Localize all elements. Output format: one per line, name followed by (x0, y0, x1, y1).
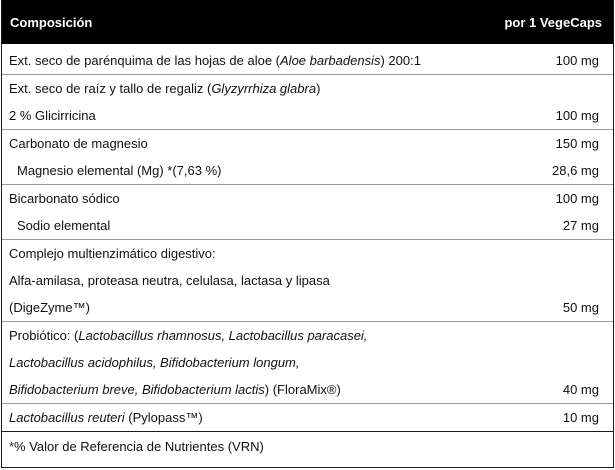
footnote-vrn: *% Valor de Referencia de Nutrientes (VRN) (9, 438, 264, 454)
row-carbonato-value: 150 mg (555, 136, 599, 151)
row-magnesio-value: 28,6 mg (552, 163, 599, 178)
row-probiotico-3-label: Bifidobacterium breve, Bifidobacterium lactis) (FloraMix®) (9, 382, 341, 397)
group-regaliz (2, 74, 613, 129)
row-probiotico-2-label: Lactobacillus acidophilus, Bifidobacterium longum, (9, 355, 300, 370)
composition-table (1, 0, 614, 468)
row-probiotico-2 (2, 349, 613, 376)
row-glicirricina (2, 102, 613, 129)
row-complejo-1 (2, 240, 613, 267)
row-probiotico-3-value: 40 mg (562, 382, 599, 397)
row-aloe (2, 46, 613, 74)
row-footnote (2, 432, 613, 460)
group-complejo (2, 239, 613, 321)
row-regaliz-label: Ext. seco de raíz y tallo de regaliz (Glyzyrrhiza glabra) (9, 81, 321, 96)
row-glicirricina-value: 100 mg (555, 108, 599, 123)
row-carbonato-label: Carbonato de magnesio (9, 136, 148, 151)
group-carbonato (2, 129, 613, 184)
header-per-capsule: por 1 VegeCaps (504, 14, 602, 30)
row-complejo-3-value: 50 mg (562, 300, 599, 315)
row-aloe-label: Ext. seco de parénquima de las hojas de aloe (Aloe barbadensis) 200:1 (9, 52, 421, 68)
row-aloe-value: 100 mg (555, 52, 599, 68)
row-probiotico-1 (2, 322, 613, 349)
row-complejo-3 (2, 294, 613, 321)
row-magnesio-label: Magnesio elemental (Mg) *(7,63 %) (17, 163, 222, 178)
row-reuteri-value: 10 mg (562, 410, 599, 425)
row-magnesio (2, 157, 613, 184)
header-composition: Composición (10, 14, 93, 30)
row-carbonato (2, 130, 613, 157)
row-glicirricina-label: 2 % Glicirricina (9, 108, 96, 123)
table-footer (2, 431, 613, 460)
row-reuteri (2, 404, 613, 431)
table-header (2, 0, 613, 44)
row-reuteri-label: Lactobacillus reuteri (Pylopass™) (9, 410, 203, 425)
row-bicarbonato-label: Bicarbonato sódico (9, 191, 120, 206)
row-sodio-label: Sodio elemental (17, 218, 111, 233)
group-probiotico (2, 321, 613, 403)
row-sodio (2, 212, 613, 239)
row-sodio-value: 27 mg (562, 218, 599, 233)
row-complejo-2-label: Alfa-amilasa, proteasa neutra, celulasa, lactasa y lipasa (9, 273, 330, 288)
row-regaliz (2, 75, 613, 102)
group-aloe (2, 44, 613, 74)
row-bicarbonato-value: 100 mg (555, 191, 599, 206)
row-complejo-3-label: (DigeZyme™) (9, 300, 90, 315)
row-probiotico-3 (2, 376, 613, 403)
row-complejo-1-label: Complejo multienzimático digestivo: (9, 246, 216, 261)
row-bicarbonato (2, 185, 613, 212)
group-bicarbonato (2, 184, 613, 239)
group-reuteri (2, 403, 613, 431)
row-probiotico-1-label: Probiótico: (Lactobacillus rhamnosus, Lactobacillus paracasei, (9, 328, 368, 343)
row-complejo-2 (2, 267, 613, 294)
